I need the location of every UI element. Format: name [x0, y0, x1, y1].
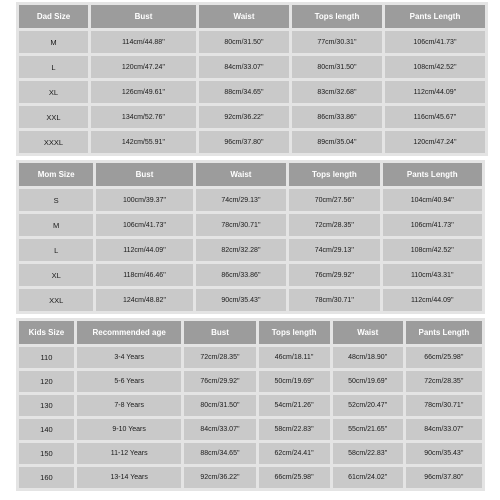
measurement-cell: 108cm/42.52''	[383, 239, 482, 261]
measurement-cell: 112cm/44.09''	[96, 239, 192, 261]
table-row	[19, 419, 482, 440]
measurement-cell: 118cm/46.46''	[96, 264, 192, 286]
size-cell: L	[19, 56, 88, 78]
measurement-cell: 82cm/32.28''	[196, 239, 286, 261]
measurement-cell: 96cm/37.80''	[406, 467, 482, 488]
measurement-cell: 7-8 Years	[77, 395, 182, 416]
measurement-cell: 80cm/31.50''	[199, 31, 289, 53]
measurement-cell: 9-10 Years	[77, 419, 182, 440]
measurement-cell: 3-4 Years	[77, 347, 182, 368]
measurement-cell: 74cm/29.13''	[289, 239, 379, 261]
measurement-cell: 108cm/42.52''	[385, 56, 485, 78]
column-header: Bust	[184, 321, 255, 344]
measurement-cell: 50cm/19.69''	[259, 371, 330, 392]
column-header: Waist	[333, 321, 403, 344]
measurement-cell: 88cm/34.65''	[184, 443, 255, 464]
measurement-cell: 110cm/43.31''	[383, 264, 482, 286]
measurement-cell: 50cm/19.69''	[333, 371, 403, 392]
table-row	[19, 443, 482, 464]
column-header: Tops length	[259, 321, 330, 344]
measurement-cell: 90cm/35.43''	[406, 443, 482, 464]
measurement-cell: 72cm/28.35''	[289, 214, 379, 236]
measurement-cell: 61cm/24.02''	[333, 467, 403, 488]
measurement-cell: 96cm/37.80''	[199, 131, 289, 153]
measurement-cell: 66cm/25.98''	[259, 467, 330, 488]
measurement-cell: 90cm/35.43''	[196, 289, 286, 311]
measurement-cell: 80cm/31.50''	[292, 56, 382, 78]
measurement-cell: 72cm/28.35''	[184, 347, 255, 368]
size-cell: 160	[19, 467, 74, 488]
column-header: Kids Size	[19, 321, 74, 344]
size-cell: 110	[19, 347, 74, 368]
measurement-cell: 62cm/24.41''	[259, 443, 330, 464]
measurement-cell: 92cm/36.22''	[199, 106, 289, 128]
measurement-cell: 74cm/29.13''	[196, 189, 286, 211]
measurement-cell: 104cm/40.94''	[383, 189, 482, 211]
table-row	[19, 214, 482, 236]
measurement-cell: 58cm/22.83''	[259, 419, 330, 440]
measurement-cell: 134cm/52.76''	[91, 106, 196, 128]
table-header-row	[19, 163, 482, 186]
measurement-cell: 72cm/28.35''	[406, 371, 482, 392]
measurement-cell: 100cm/39.37''	[96, 189, 192, 211]
size-cell: XL	[19, 81, 88, 103]
size-cell: 130	[19, 395, 74, 416]
measurement-cell: 78cm/30.71''	[406, 395, 482, 416]
size-cell: XXL	[19, 106, 88, 128]
size-cell: M	[19, 31, 88, 53]
measurement-cell: 46cm/18.11''	[259, 347, 330, 368]
measurement-cell: 76cm/29.92''	[289, 264, 379, 286]
kids-size-table	[16, 318, 485, 491]
measurement-cell: 84cm/33.07''	[199, 56, 289, 78]
measurement-cell: 92cm/36.22''	[184, 467, 255, 488]
size-cell: XL	[19, 264, 93, 286]
table-row	[19, 371, 482, 392]
measurement-cell: 106cm/41.73''	[96, 214, 192, 236]
size-cell: 120	[19, 371, 74, 392]
measurement-cell: 124cm/48.82''	[96, 289, 192, 311]
measurement-cell: 86cm/33.86''	[196, 264, 286, 286]
table-row	[19, 467, 482, 488]
column-header: Mom Size	[19, 163, 93, 186]
column-header: Waist	[196, 163, 286, 186]
measurement-cell: 48cm/18.90''	[333, 347, 403, 368]
table-row	[19, 289, 482, 311]
table-row	[19, 56, 485, 78]
column-header: Waist	[199, 5, 289, 28]
column-header: Pants Length	[406, 321, 482, 344]
measurement-cell: 58cm/22.83''	[333, 443, 403, 464]
table-row	[19, 347, 482, 368]
measurement-cell: 86cm/33.86''	[292, 106, 382, 128]
size-cell: XXXL	[19, 131, 88, 153]
table-header-row	[19, 321, 482, 344]
table-row	[19, 395, 482, 416]
column-header: Tops length	[289, 163, 379, 186]
column-header: Tops length	[292, 5, 382, 28]
measurement-cell: 120cm/47.24''	[91, 56, 196, 78]
measurement-cell: 54cm/21.26''	[259, 395, 330, 416]
column-header: Bust	[91, 5, 196, 28]
measurement-cell: 83cm/32.68''	[292, 81, 382, 103]
measurement-cell: 78cm/30.71''	[196, 214, 286, 236]
column-header: Pants Length	[385, 5, 485, 28]
size-cell: L	[19, 239, 93, 261]
size-cell: XXL	[19, 289, 93, 311]
table-row	[19, 239, 482, 261]
measurement-cell: 88cm/34.65''	[199, 81, 289, 103]
table-row	[19, 31, 485, 53]
measurement-cell: 89cm/35.04''	[292, 131, 382, 153]
table-row	[19, 131, 485, 153]
table-row	[19, 264, 482, 286]
table-row	[19, 106, 485, 128]
measurement-cell: 126cm/49.61''	[91, 81, 196, 103]
size-cell: 140	[19, 419, 74, 440]
column-header: Dad Size	[19, 5, 88, 28]
measurement-cell: 142cm/55.91''	[91, 131, 196, 153]
size-cell: M	[19, 214, 93, 236]
measurement-cell: 66cm/25.98''	[406, 347, 482, 368]
table-row	[19, 189, 482, 211]
measurement-cell: 114cm/44.88''	[91, 31, 196, 53]
measurement-cell: 84cm/33.07''	[406, 419, 482, 440]
column-header: Recommended age	[77, 321, 182, 344]
measurement-cell: 77cm/30.31''	[292, 31, 382, 53]
size-cell: S	[19, 189, 93, 211]
table-header-row	[19, 5, 485, 28]
measurement-cell: 70cm/27.56''	[289, 189, 379, 211]
column-header: Bust	[96, 163, 192, 186]
measurement-cell: 106cm/41.73''	[385, 31, 485, 53]
table-row	[19, 81, 485, 103]
measurement-cell: 11-12 Years	[77, 443, 182, 464]
measurement-cell: 80cm/31.50''	[184, 395, 255, 416]
measurement-cell: 78cm/30.71''	[289, 289, 379, 311]
measurement-cell: 84cm/33.07''	[184, 419, 255, 440]
measurement-cell: 112cm/44.09''	[385, 81, 485, 103]
column-header: Pants Length	[383, 163, 482, 186]
measurement-cell: 13-14 Years	[77, 467, 182, 488]
measurement-cell: 52cm/20.47''	[333, 395, 403, 416]
dad-size-table	[16, 2, 488, 156]
measurement-cell: 5-6 Years	[77, 371, 182, 392]
measurement-cell: 112cm/44.09''	[383, 289, 482, 311]
mom-size-table	[16, 160, 485, 314]
measurement-cell: 76cm/29.92''	[184, 371, 255, 392]
measurement-cell: 120cm/47.24''	[385, 131, 485, 153]
measurement-cell: 116cm/45.67''	[385, 106, 485, 128]
measurement-cell: 55cm/21.65''	[333, 419, 403, 440]
measurement-cell: 106cm/41.73''	[383, 214, 482, 236]
size-cell: 150	[19, 443, 74, 464]
